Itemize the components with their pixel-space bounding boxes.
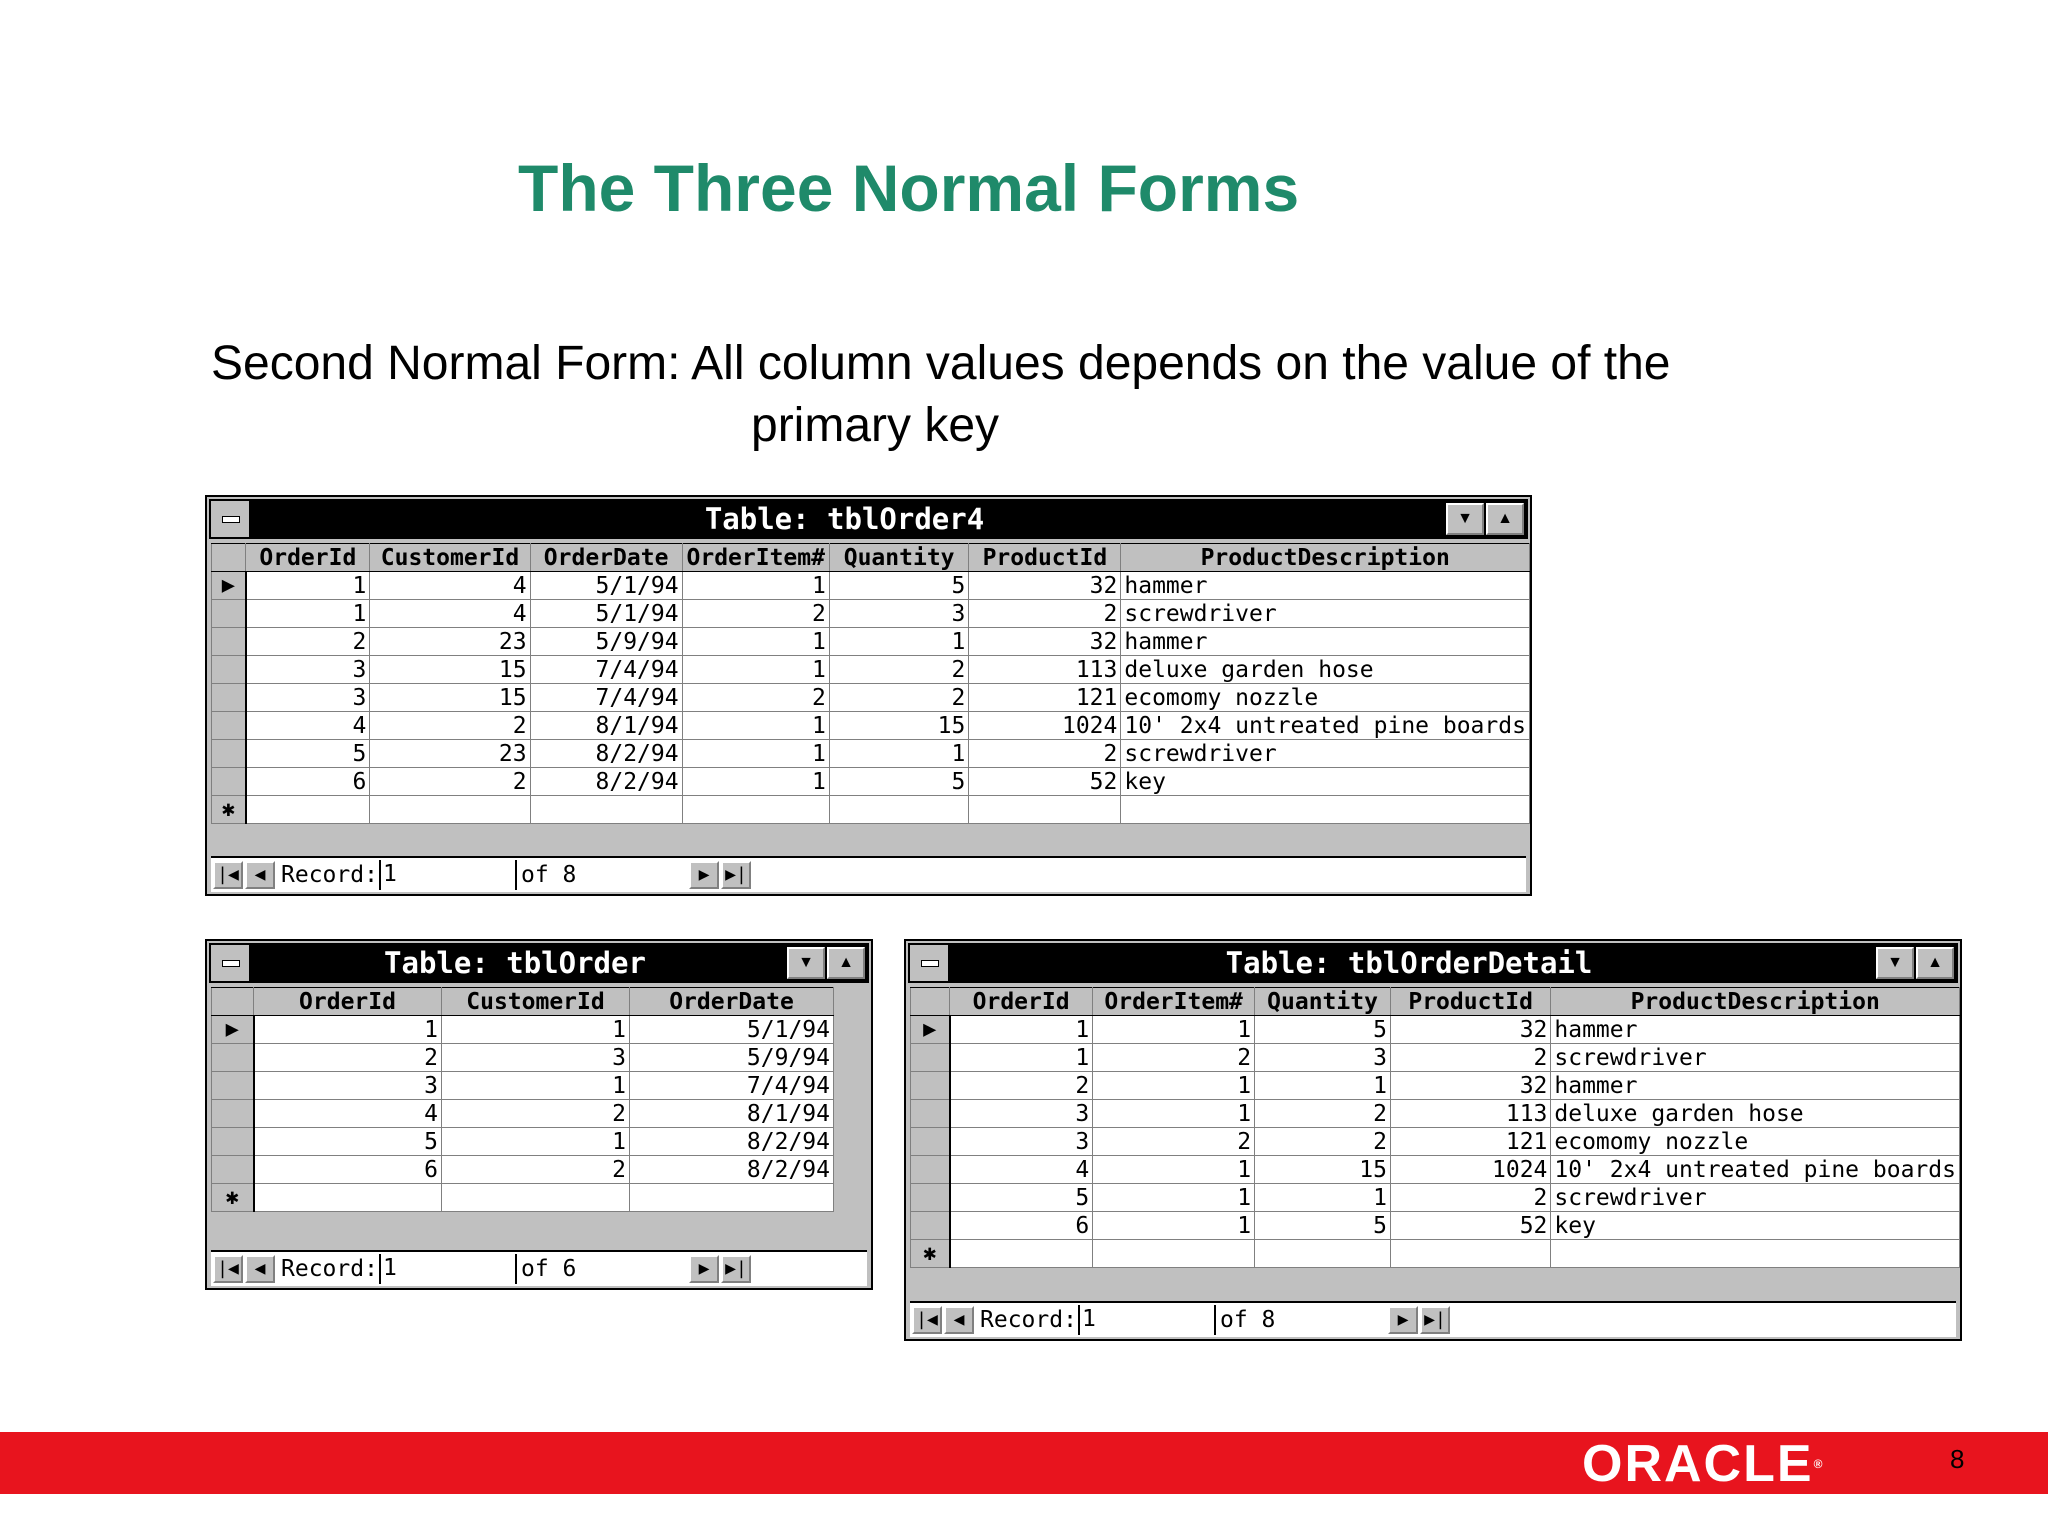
last-record-button[interactable]: ▶| bbox=[1420, 1306, 1450, 1334]
table-cell[interactable]: 1 bbox=[1093, 1184, 1255, 1212]
table-cell[interactable]: 1 bbox=[1093, 1156, 1255, 1184]
table-cell[interactable]: 7/4/94 bbox=[530, 656, 682, 684]
column-header[interactable]: OrderDate bbox=[630, 988, 834, 1016]
previous-record-button[interactable]: ◀ bbox=[944, 1306, 974, 1334]
table-cell[interactable]: 2 bbox=[442, 1156, 630, 1184]
column-header[interactable]: CustomerId bbox=[442, 988, 630, 1016]
new-record-row bbox=[212, 1184, 834, 1212]
new-record-indicator[interactable]: ✱ bbox=[212, 1184, 254, 1212]
table-cell[interactable]: 5 bbox=[254, 1128, 442, 1156]
table-cell[interactable]: screwdriver bbox=[1551, 1184, 1960, 1212]
table-row bbox=[212, 740, 1530, 768]
column-header[interactable]: Quantity bbox=[1255, 988, 1391, 1016]
table-row bbox=[212, 768, 1530, 796]
corner-cell bbox=[911, 988, 950, 1016]
table-cell[interactable]: 23 bbox=[370, 628, 530, 656]
column-header[interactable]: ProductDescription bbox=[1121, 544, 1530, 572]
column-header[interactable]: OrderItem# bbox=[682, 544, 829, 572]
column-header[interactable]: OrderId bbox=[246, 544, 370, 572]
column-header[interactable]: ProductDescription bbox=[1551, 988, 1960, 1016]
next-record-button[interactable]: ▶ bbox=[689, 1255, 719, 1283]
record-selector[interactable] bbox=[911, 1072, 950, 1100]
table-cell[interactable]: 1 bbox=[950, 1016, 1093, 1044]
new-record-row bbox=[911, 1240, 1960, 1268]
table-row bbox=[911, 1016, 1960, 1044]
table-cell[interactable]: 1 bbox=[442, 1072, 630, 1100]
table-cell[interactable]: 1 bbox=[1093, 1100, 1255, 1128]
minimize-button[interactable]: ▼ bbox=[1876, 947, 1914, 979]
minimize-button[interactable]: ▼ bbox=[787, 947, 825, 979]
table-cell[interactable]: 1 bbox=[1093, 1016, 1255, 1044]
first-record-button[interactable]: |◀ bbox=[912, 1306, 942, 1334]
table-row bbox=[212, 1128, 834, 1156]
new-record-indicator[interactable]: ✱ bbox=[911, 1240, 950, 1268]
header-row bbox=[911, 988, 1960, 1016]
current-record-indicator[interactable]: ▶ bbox=[212, 1016, 254, 1044]
last-record-button[interactable]: ▶| bbox=[721, 1255, 751, 1283]
page-number: 8 bbox=[1950, 1444, 1965, 1474]
minimize-button[interactable]: ▼ bbox=[1446, 503, 1484, 535]
datasheet-grid bbox=[910, 987, 1960, 1268]
record-count: of 6 bbox=[521, 1256, 577, 1282]
table-cell[interactable]: 5 bbox=[829, 768, 968, 796]
oracle-logo: ORACLE® bbox=[1582, 1435, 1825, 1493]
table-cell[interactable]: 1 bbox=[1255, 1184, 1391, 1212]
table-cell[interactable] bbox=[1121, 796, 1530, 824]
table-cell[interactable]: 2 bbox=[1093, 1044, 1255, 1072]
record-selector[interactable] bbox=[212, 712, 246, 740]
table-cell[interactable]: 15 bbox=[829, 712, 968, 740]
table-cell[interactable]: 1024 bbox=[1390, 1156, 1550, 1184]
record-count: of 8 bbox=[1220, 1307, 1276, 1333]
header-row bbox=[212, 988, 834, 1016]
table-cell[interactable]: 2 bbox=[682, 684, 829, 712]
table-cell[interactable]: 3 bbox=[950, 1100, 1093, 1128]
table-row bbox=[911, 1184, 1960, 1212]
record-number-input[interactable]: 1 bbox=[379, 1254, 517, 1284]
table-cell[interactable]: 32 bbox=[1390, 1072, 1550, 1100]
table-cell[interactable]: 32 bbox=[969, 572, 1121, 600]
new-record-row bbox=[212, 796, 1530, 824]
record-selector[interactable] bbox=[212, 1072, 254, 1100]
system-menu-button[interactable] bbox=[211, 501, 251, 537]
table-cell[interactable]: 4 bbox=[370, 600, 530, 628]
record-count: of 8 bbox=[521, 862, 577, 888]
table-cell[interactable]: hammer bbox=[1551, 1072, 1960, 1100]
table-cell[interactable]: screwdriver bbox=[1551, 1044, 1960, 1072]
table-cell[interactable]: 2 bbox=[829, 656, 968, 684]
corner-cell bbox=[212, 988, 254, 1016]
table-cell[interactable]: 5/1/94 bbox=[630, 1016, 834, 1044]
table-cell[interactable]: 2 bbox=[442, 1100, 630, 1128]
record-label: Record: bbox=[281, 862, 378, 888]
table-cell[interactable]: 113 bbox=[1390, 1100, 1550, 1128]
table-cell[interactable] bbox=[1255, 1240, 1391, 1268]
table-cell[interactable]: 4 bbox=[246, 712, 370, 740]
table-cell[interactable]: 6 bbox=[950, 1212, 1093, 1240]
table-cell[interactable]: 6 bbox=[246, 768, 370, 796]
maximize-button[interactable]: ▲ bbox=[1916, 947, 1954, 979]
next-record-button[interactable]: ▶ bbox=[689, 861, 719, 889]
table-cell[interactable]: 2 bbox=[950, 1072, 1093, 1100]
record-label: Record: bbox=[980, 1307, 1077, 1333]
table-cell[interactable]: 10' 2x4 untreated pine boards bbox=[1121, 712, 1530, 740]
window-title: Table: tblOrderDetail bbox=[1225, 946, 1593, 980]
table-cell[interactable]: 2 bbox=[370, 768, 530, 796]
record-selector[interactable] bbox=[212, 1100, 254, 1128]
table-cell[interactable] bbox=[1390, 1240, 1550, 1268]
next-record-button[interactable]: ▶ bbox=[1388, 1306, 1418, 1334]
record-selector[interactable] bbox=[212, 628, 246, 656]
table-cell[interactable]: 1 bbox=[246, 572, 370, 600]
table-cell[interactable] bbox=[969, 796, 1121, 824]
table-row bbox=[212, 684, 1530, 712]
window-tblorder4 bbox=[205, 495, 1532, 896]
table-row bbox=[911, 1128, 1960, 1156]
table-cell[interactable]: 52 bbox=[969, 768, 1121, 796]
table-cell[interactable]: 8/2/94 bbox=[530, 740, 682, 768]
maximize-button[interactable]: ▲ bbox=[1486, 503, 1524, 535]
title-bar[interactable] bbox=[908, 943, 1958, 983]
window-title: Table: tblOrder bbox=[384, 946, 646, 980]
record-selector[interactable] bbox=[212, 600, 246, 628]
record-selector[interactable] bbox=[212, 656, 246, 684]
current-record-indicator[interactable]: ▶ bbox=[911, 1016, 950, 1044]
table-cell[interactable]: 1 bbox=[442, 1016, 630, 1044]
table-cell[interactable]: 2 bbox=[1255, 1128, 1391, 1156]
window-title: Table: tblOrder4 bbox=[704, 502, 985, 536]
table-cell[interactable]: 1 bbox=[682, 712, 829, 740]
column-header[interactable]: OrderId bbox=[950, 988, 1093, 1016]
previous-record-button[interactable]: ◀ bbox=[245, 861, 275, 889]
table-cell[interactable]: 8/2/94 bbox=[630, 1128, 834, 1156]
datasheet-grid bbox=[211, 987, 834, 1212]
record-selector[interactable] bbox=[212, 1156, 254, 1184]
table-cell[interactable]: 23 bbox=[370, 740, 530, 768]
record-selector[interactable] bbox=[911, 1128, 950, 1156]
table-cell[interactable]: 52 bbox=[1390, 1212, 1550, 1240]
table-cell[interactable]: 3 bbox=[254, 1072, 442, 1100]
table-cell[interactable]: 2 bbox=[682, 600, 829, 628]
slide-title: The Three Normal Forms bbox=[518, 151, 1300, 225]
table-cell[interactable]: ecomomy nozzle bbox=[1121, 684, 1530, 712]
maximize-button[interactable]: ▲ bbox=[827, 947, 865, 979]
table-cell[interactable]: 7/4/94 bbox=[530, 684, 682, 712]
record-selector[interactable] bbox=[911, 1100, 950, 1128]
table-cell[interactable] bbox=[246, 796, 370, 824]
table-cell[interactable]: 5/1/94 bbox=[530, 600, 682, 628]
table-cell[interactable]: 5 bbox=[1255, 1016, 1391, 1044]
record-selector[interactable] bbox=[212, 684, 246, 712]
table-cell[interactable]: 5 bbox=[829, 572, 968, 600]
subtitle-line-1: Second Normal Form: All column values depends on the value of the bbox=[211, 337, 1671, 390]
table-cell[interactable]: 1 bbox=[682, 628, 829, 656]
corner-cell bbox=[212, 544, 246, 572]
column-header[interactable]: ProductId bbox=[969, 544, 1121, 572]
table-cell[interactable]: 1024 bbox=[969, 712, 1121, 740]
table-cell[interactable]: 4 bbox=[370, 572, 530, 600]
table-row bbox=[212, 656, 1530, 684]
table-cell[interactable]: 1 bbox=[682, 656, 829, 684]
table-cell[interactable]: 2 bbox=[1093, 1128, 1255, 1156]
table-cell[interactable]: 5/9/94 bbox=[630, 1044, 834, 1072]
table-cell[interactable]: 15 bbox=[1255, 1156, 1391, 1184]
table-cell[interactable] bbox=[370, 796, 530, 824]
table-cell[interactable]: 121 bbox=[1390, 1128, 1550, 1156]
table-cell[interactable]: screwdriver bbox=[1121, 600, 1530, 628]
logo-text: ORACLE bbox=[1582, 1435, 1814, 1493]
table-cell[interactable]: 1 bbox=[254, 1016, 442, 1044]
table-row bbox=[212, 1072, 834, 1100]
table-cell[interactable]: 5 bbox=[950, 1184, 1093, 1212]
table-cell[interactable]: 2 bbox=[370, 712, 530, 740]
table-cell[interactable]: 2 bbox=[246, 628, 370, 656]
table-row bbox=[212, 1044, 834, 1072]
table-cell[interactable]: 1 bbox=[682, 572, 829, 600]
table-cell[interactable]: 8/2/94 bbox=[530, 768, 682, 796]
table-row bbox=[212, 1016, 834, 1044]
table-cell[interactable]: 1 bbox=[1255, 1072, 1391, 1100]
table-cell[interactable]: 6 bbox=[254, 1156, 442, 1184]
window-tblorder bbox=[205, 939, 873, 1290]
table-cell[interactable]: 32 bbox=[969, 628, 1121, 656]
table-row bbox=[911, 1100, 1960, 1128]
table-cell[interactable]: hammer bbox=[1551, 1016, 1960, 1044]
record-selector[interactable] bbox=[212, 740, 246, 768]
system-menu-button[interactable] bbox=[211, 945, 251, 981]
record-selector[interactable] bbox=[911, 1212, 950, 1240]
table-cell[interactable]: 3 bbox=[1255, 1044, 1391, 1072]
column-header[interactable]: OrderId bbox=[254, 988, 442, 1016]
title-bar[interactable] bbox=[209, 943, 869, 983]
table-cell[interactable]: 2 bbox=[254, 1044, 442, 1072]
table-cell[interactable]: 1 bbox=[682, 740, 829, 768]
new-record-indicator[interactable]: ✱ bbox=[212, 796, 246, 824]
datasheet-grid bbox=[211, 543, 1530, 824]
table-cell[interactable]: hammer bbox=[1121, 572, 1530, 600]
last-record-button[interactable]: ▶| bbox=[721, 861, 751, 889]
table-row bbox=[212, 1156, 834, 1184]
current-record-indicator[interactable]: ▶ bbox=[212, 572, 246, 600]
first-record-button[interactable]: |◀ bbox=[213, 861, 243, 889]
slide-subtitle bbox=[211, 333, 1670, 457]
table-row bbox=[212, 628, 1530, 656]
table-cell[interactable]: 2 bbox=[829, 684, 968, 712]
table-row bbox=[911, 1044, 1960, 1072]
table-cell[interactable]: 4 bbox=[950, 1156, 1093, 1184]
record-selector[interactable] bbox=[212, 1128, 254, 1156]
table-cell[interactable] bbox=[530, 796, 682, 824]
table-cell[interactable]: 1 bbox=[442, 1128, 630, 1156]
table-cell[interactable] bbox=[682, 796, 829, 824]
record-selector[interactable] bbox=[212, 768, 246, 796]
table-cell[interactable]: 2 bbox=[1390, 1184, 1550, 1212]
table-cell[interactable]: 7/4/94 bbox=[630, 1072, 834, 1100]
table-cell[interactable]: 4 bbox=[254, 1100, 442, 1128]
table-cell[interactable]: 3 bbox=[442, 1044, 630, 1072]
previous-record-button[interactable]: ◀ bbox=[245, 1255, 275, 1283]
table-cell[interactable]: hammer bbox=[1121, 628, 1530, 656]
table-cell[interactable]: 8/1/94 bbox=[630, 1100, 834, 1128]
table-cell[interactable]: 1 bbox=[829, 740, 968, 768]
record-number-input[interactable]: 1 bbox=[379, 860, 517, 890]
record-selector[interactable] bbox=[212, 1044, 254, 1072]
table-row bbox=[212, 572, 1530, 600]
table-cell[interactable]: 15 bbox=[370, 656, 530, 684]
table-cell[interactable]: 1 bbox=[682, 768, 829, 796]
table-cell[interactable] bbox=[442, 1184, 630, 1212]
record-number-input[interactable]: 1 bbox=[1078, 1305, 1216, 1335]
record-selector[interactable] bbox=[911, 1044, 950, 1072]
table-cell[interactable] bbox=[1551, 1240, 1960, 1268]
table-cell[interactable]: 113 bbox=[969, 656, 1121, 684]
table-cell[interactable]: 5/9/94 bbox=[530, 628, 682, 656]
table-cell[interactable]: 2 bbox=[1255, 1100, 1391, 1128]
table-cell[interactable]: 2 bbox=[1390, 1044, 1550, 1072]
table-cell[interactable]: 121 bbox=[969, 684, 1121, 712]
table-row bbox=[911, 1156, 1960, 1184]
table-cell[interactable]: 32 bbox=[1390, 1016, 1550, 1044]
system-menu-button[interactable] bbox=[910, 945, 950, 981]
table-cell[interactable]: 1 bbox=[246, 600, 370, 628]
window-tblorderdetail bbox=[904, 939, 1962, 1341]
table-cell[interactable]: 3 bbox=[829, 600, 968, 628]
table-cell[interactable]: 1 bbox=[829, 628, 968, 656]
table-cell[interactable]: screwdriver bbox=[1121, 740, 1530, 768]
table-cell[interactable]: 1 bbox=[1093, 1212, 1255, 1240]
table-cell[interactable]: 3 bbox=[950, 1128, 1093, 1156]
table-cell[interactable] bbox=[630, 1184, 834, 1212]
table-row bbox=[212, 712, 1530, 740]
table-cell[interactable]: 8/1/94 bbox=[530, 712, 682, 740]
title-bar[interactable] bbox=[209, 499, 1528, 539]
table-cell[interactable]: 8/2/94 bbox=[630, 1156, 834, 1184]
table-cell[interactable]: 10' 2x4 untreated pine boards bbox=[1551, 1156, 1960, 1184]
table-cell[interactable]: 5 bbox=[1255, 1212, 1391, 1240]
table-cell[interactable]: deluxe garden hose bbox=[1121, 656, 1530, 684]
table-row bbox=[212, 600, 1530, 628]
record-selector[interactable] bbox=[911, 1184, 950, 1212]
record-navigation-bar bbox=[910, 1301, 1956, 1337]
table-cell[interactable]: 1 bbox=[950, 1044, 1093, 1072]
table-cell[interactable]: key bbox=[1551, 1212, 1960, 1240]
column-header[interactable]: OrderDate bbox=[530, 544, 682, 572]
table-cell[interactable]: key bbox=[1121, 768, 1530, 796]
table-cell[interactable]: ecomomy nozzle bbox=[1551, 1128, 1960, 1156]
table-cell[interactable] bbox=[1093, 1240, 1255, 1268]
table-cell[interactable]: 3 bbox=[246, 684, 370, 712]
table-cell[interactable] bbox=[254, 1184, 442, 1212]
table-cell[interactable]: 1 bbox=[1093, 1072, 1255, 1100]
header-row bbox=[212, 544, 1530, 572]
table-row bbox=[911, 1212, 1960, 1240]
first-record-button[interactable]: |◀ bbox=[213, 1255, 243, 1283]
record-selector[interactable] bbox=[911, 1156, 950, 1184]
table-cell[interactable]: 15 bbox=[370, 684, 530, 712]
record-navigation-bar bbox=[211, 1250, 867, 1286]
table-cell[interactable]: 2 bbox=[969, 740, 1121, 768]
table-cell[interactable]: 5/1/94 bbox=[530, 572, 682, 600]
table-cell[interactable]: deluxe garden hose bbox=[1551, 1100, 1960, 1128]
table-cell[interactable]: 3 bbox=[246, 656, 370, 684]
subtitle-line-2: primary key bbox=[751, 399, 1000, 452]
record-label: Record: bbox=[281, 1256, 378, 1282]
column-header[interactable]: OrderItem# bbox=[1093, 988, 1255, 1016]
table-cell[interactable] bbox=[950, 1240, 1093, 1268]
table-row bbox=[911, 1072, 1960, 1100]
table-cell[interactable]: 2 bbox=[969, 600, 1121, 628]
table-row bbox=[212, 1100, 834, 1128]
column-header[interactable]: ProductId bbox=[1390, 988, 1550, 1016]
column-header[interactable]: Quantity bbox=[829, 544, 968, 572]
table-cell[interactable] bbox=[829, 796, 968, 824]
column-header[interactable]: CustomerId bbox=[370, 544, 530, 572]
table-cell[interactable]: 5 bbox=[246, 740, 370, 768]
record-navigation-bar bbox=[211, 856, 1526, 892]
